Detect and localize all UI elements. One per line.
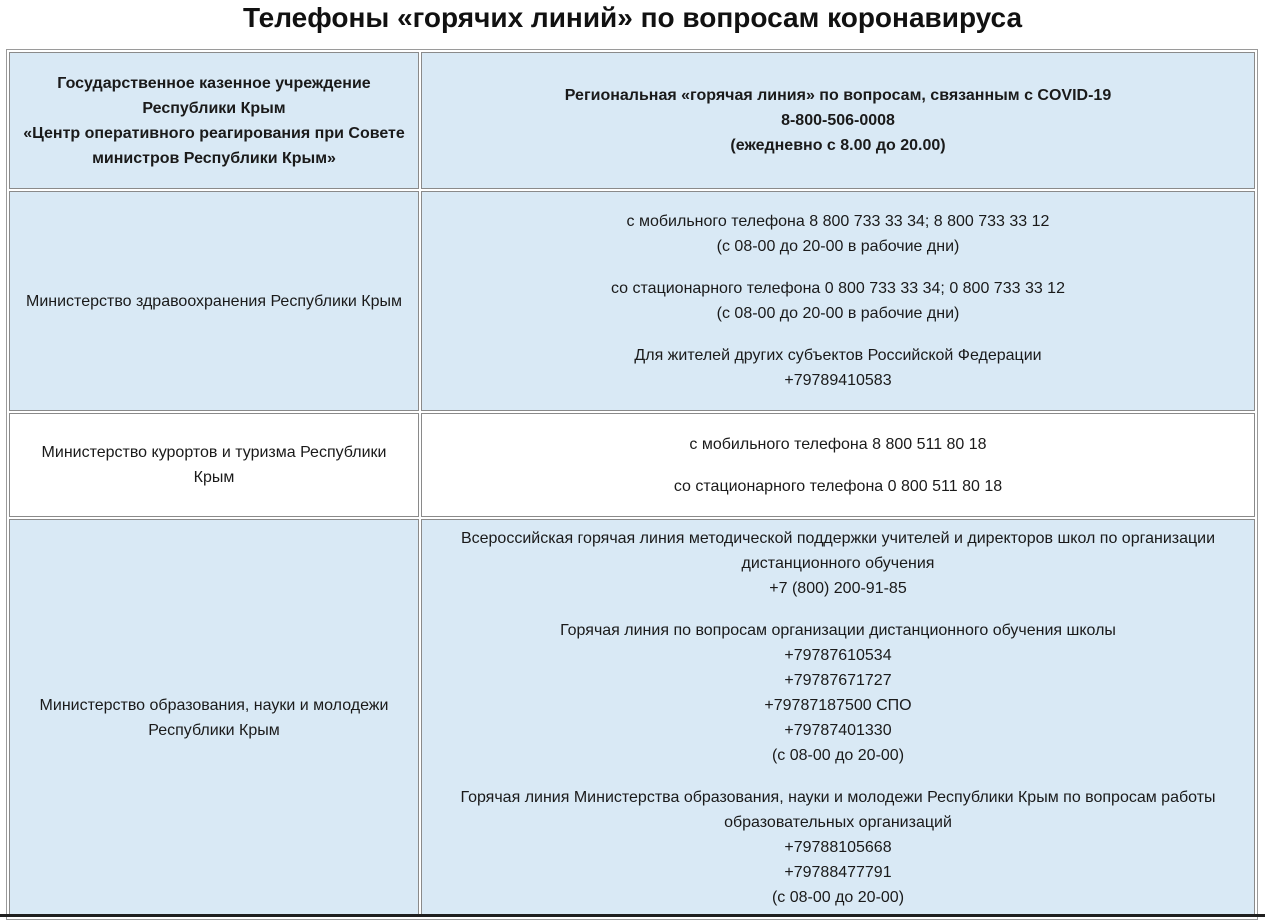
- table-row: [9, 519, 1255, 917]
- phone-number: +79788105668: [784, 839, 892, 856]
- org-line: Государственное казенное учреждение: [57, 74, 371, 92]
- hotline-block: [426, 83, 1250, 158]
- phone-number: +7 (800) 200-91-85: [769, 580, 907, 597]
- hotline-block: [426, 432, 1250, 457]
- org-line: Республики Крым: [148, 722, 280, 739]
- organization-cell: [9, 191, 419, 411]
- phone-number: с мобильного телефона 8 800 511 80 18: [689, 435, 987, 453]
- org-line: Республики Крым: [142, 99, 286, 117]
- phone-number: +79788477791: [784, 864, 892, 881]
- hotline-text: Региональная «горячая линия» по вопросам, связанным с COVID-19: [564, 87, 1112, 104]
- working-hours: (с 08-00 до 20-00 в рабочие дни): [716, 238, 960, 255]
- phone-number: +79787401330: [784, 722, 892, 739]
- hotline-block: [426, 343, 1250, 393]
- hotline-text: Всероссийская горячая линия методической поддержки учителей и директоров школ по организации: [460, 530, 1216, 547]
- phone-number: со стационарного телефона 0 800 511 80 18: [673, 477, 1003, 495]
- page-title: Телефоны «горячих линий» по вопросам коронавируса: [242, 2, 1023, 33]
- hotline-info-cell: [421, 519, 1255, 917]
- hotline-info-cell: [421, 191, 1255, 411]
- phone-number: с мобильного телефона 8 800 733 33 34; 8 800 733 33 12: [626, 213, 1050, 230]
- phone-number: +79787610534: [784, 647, 892, 664]
- phone-number: +79787187500 СПО: [764, 697, 912, 714]
- org-line: Министерство образования, науки и молодежи: [39, 697, 389, 714]
- org-line: «Центр оперативного реагирования при Совете: [23, 124, 405, 142]
- working-hours: (с 08-00 до 20-00): [771, 889, 905, 906]
- table-row: [9, 413, 1255, 517]
- hotline-block: [426, 474, 1250, 499]
- hotline-text: Горячая линия по вопросам организации дистанционного обучения школы: [560, 622, 1116, 639]
- hotline-table: [6, 49, 1258, 920]
- org-line: Министерство здравоохранения Республики Крым: [26, 292, 402, 310]
- hotline-block: [426, 526, 1250, 601]
- hotline-block: [426, 785, 1250, 910]
- table-row: [9, 191, 1255, 411]
- organization-cell: [9, 52, 419, 189]
- org-line: Министерство курортов и туризма Республики: [41, 444, 387, 461]
- hotline-block: [426, 276, 1250, 326]
- working-hours: (ежедневно с 8.00 до 20.00): [730, 137, 946, 154]
- working-hours: (с 08-00 до 20-00): [771, 747, 905, 764]
- hotline-text: образовательных организаций: [724, 814, 952, 831]
- org-line: министров Республики Крым»: [92, 149, 336, 167]
- phone-number: со стационарного телефона 0 800 733 33 34; 0 800 733 33 12: [611, 280, 1065, 297]
- organization-cell: [9, 519, 419, 917]
- hotline-block: [426, 209, 1250, 259]
- hotline-block: [426, 618, 1250, 768]
- org-line: Крым: [193, 469, 235, 486]
- hotline-text: дистанционного обучения: [741, 555, 935, 572]
- hotline-info-cell: [421, 413, 1255, 517]
- hotline-info-cell: [421, 52, 1255, 189]
- hotline-text: Горячая линия Министерства образования, науки и молодежи Республики Крым по вопросам работы: [460, 789, 1216, 806]
- phone-number: +79787671727: [784, 672, 892, 689]
- hotline-text: Для жителей других субъектов Российской Федерации: [634, 347, 1042, 364]
- phone-number: 8-800-506-0008: [781, 112, 895, 129]
- organization-cell: [9, 413, 419, 517]
- working-hours: (с 08-00 до 20-00 в рабочие дни): [716, 305, 960, 322]
- table-row: [9, 52, 1255, 189]
- phone-number: +79789410583: [784, 372, 892, 389]
